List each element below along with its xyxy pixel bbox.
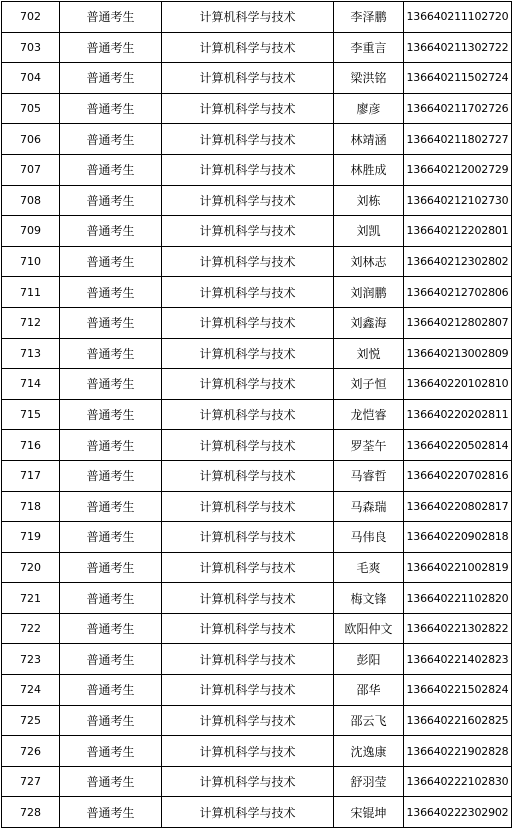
category-cell: 普通考生 <box>60 93 162 124</box>
table-row <box>2 736 512 767</box>
table-row <box>2 246 512 277</box>
major-cell: 计算机科学与技术 <box>162 460 334 491</box>
name-cell: 邵华 <box>334 675 404 706</box>
seq-cell: 711 <box>2 277 60 308</box>
table-row <box>2 705 512 736</box>
major-cell: 计算机科学与技术 <box>162 154 334 185</box>
table-row <box>2 338 512 369</box>
name-cell: 刘鑫海 <box>334 307 404 338</box>
name-cell: 刘凯 <box>334 216 404 247</box>
name-cell: 马森瑞 <box>334 491 404 522</box>
seq-cell: 709 <box>2 216 60 247</box>
name-cell: 毛爽 <box>334 552 404 583</box>
exam-id-cell: 136640212102730 <box>404 185 512 216</box>
seq-cell: 717 <box>2 460 60 491</box>
major-cell: 计算机科学与技术 <box>162 430 334 461</box>
table-row <box>2 644 512 675</box>
major-cell: 计算机科学与技术 <box>162 552 334 583</box>
seq-cell: 712 <box>2 307 60 338</box>
seq-cell: 720 <box>2 552 60 583</box>
name-cell: 刘栋 <box>334 185 404 216</box>
table-row <box>2 124 512 155</box>
name-cell: 罗荃午 <box>334 430 404 461</box>
exam-id-cell: 136640211702726 <box>404 93 512 124</box>
seq-cell: 716 <box>2 430 60 461</box>
major-cell: 计算机科学与技术 <box>162 644 334 675</box>
major-cell: 计算机科学与技术 <box>162 2 334 33</box>
major-cell: 计算机科学与技术 <box>162 369 334 400</box>
category-cell: 普通考生 <box>60 124 162 155</box>
table-row <box>2 522 512 553</box>
category-cell: 普通考生 <box>60 797 162 828</box>
exam-id-cell: 136640221502824 <box>404 675 512 706</box>
category-cell: 普通考生 <box>60 246 162 277</box>
major-cell: 计算机科学与技术 <box>162 613 334 644</box>
table-row <box>2 216 512 247</box>
name-cell: 舒羽莹 <box>334 766 404 797</box>
category-cell: 普通考生 <box>60 583 162 614</box>
table-row <box>2 185 512 216</box>
major-cell: 计算机科学与技术 <box>162 491 334 522</box>
exam-id-cell: 136640211802727 <box>404 124 512 155</box>
exam-id-cell: 136640222302902 <box>404 797 512 828</box>
exam-id-cell: 136640221902828 <box>404 736 512 767</box>
name-cell: 欧阳仲文 <box>334 613 404 644</box>
exam-id-cell: 136640220102810 <box>404 369 512 400</box>
name-cell: 刘润鹏 <box>334 277 404 308</box>
candidate-table <box>1 1 512 828</box>
major-cell: 计算机科学与技术 <box>162 705 334 736</box>
category-cell: 普通考生 <box>60 766 162 797</box>
name-cell: 沈逸康 <box>334 736 404 767</box>
name-cell: 宋锟坤 <box>334 797 404 828</box>
table-row <box>2 613 512 644</box>
seq-cell: 714 <box>2 369 60 400</box>
seq-cell: 704 <box>2 63 60 94</box>
name-cell: 刘悦 <box>334 338 404 369</box>
category-cell: 普通考生 <box>60 399 162 430</box>
table-row <box>2 552 512 583</box>
exam-id-cell: 136640221602825 <box>404 705 512 736</box>
table-row <box>2 307 512 338</box>
category-cell: 普通考生 <box>60 675 162 706</box>
seq-cell: 725 <box>2 705 60 736</box>
major-cell: 计算机科学与技术 <box>162 736 334 767</box>
major-cell: 计算机科学与技术 <box>162 522 334 553</box>
category-cell: 普通考生 <box>60 2 162 33</box>
major-cell: 计算机科学与技术 <box>162 185 334 216</box>
name-cell: 林胜成 <box>334 154 404 185</box>
seq-cell: 728 <box>2 797 60 828</box>
table-row <box>2 63 512 94</box>
exam-id-cell: 136640221002819 <box>404 552 512 583</box>
table-row <box>2 491 512 522</box>
major-cell: 计算机科学与技术 <box>162 307 334 338</box>
table-row <box>2 460 512 491</box>
category-cell: 普通考生 <box>60 216 162 247</box>
seq-cell: 727 <box>2 766 60 797</box>
major-cell: 计算机科学与技术 <box>162 338 334 369</box>
table-row <box>2 675 512 706</box>
table-row <box>2 583 512 614</box>
seq-cell: 721 <box>2 583 60 614</box>
table-row <box>2 93 512 124</box>
name-cell: 彭阳 <box>334 644 404 675</box>
exam-id-cell: 136640211502724 <box>404 63 512 94</box>
major-cell: 计算机科学与技术 <box>162 766 334 797</box>
name-cell: 马睿哲 <box>334 460 404 491</box>
name-cell: 梅文锋 <box>334 583 404 614</box>
exam-id-cell: 136640221402823 <box>404 644 512 675</box>
category-cell: 普通考生 <box>60 644 162 675</box>
major-cell: 计算机科学与技术 <box>162 277 334 308</box>
seq-cell: 722 <box>2 613 60 644</box>
seq-cell: 703 <box>2 32 60 63</box>
name-cell: 李泽鹏 <box>334 2 404 33</box>
exam-id-cell: 136640211302722 <box>404 32 512 63</box>
name-cell: 刘子恒 <box>334 369 404 400</box>
seq-cell: 706 <box>2 124 60 155</box>
seq-cell: 719 <box>2 522 60 553</box>
major-cell: 计算机科学与技术 <box>162 216 334 247</box>
category-cell: 普通考生 <box>60 736 162 767</box>
seq-cell: 726 <box>2 736 60 767</box>
major-cell: 计算机科学与技术 <box>162 63 334 94</box>
category-cell: 普通考生 <box>60 613 162 644</box>
category-cell: 普通考生 <box>60 185 162 216</box>
seq-cell: 715 <box>2 399 60 430</box>
name-cell: 龙恺睿 <box>334 399 404 430</box>
seq-cell: 707 <box>2 154 60 185</box>
major-cell: 计算机科学与技术 <box>162 797 334 828</box>
category-cell: 普通考生 <box>60 460 162 491</box>
name-cell: 邵云飞 <box>334 705 404 736</box>
exam-id-cell: 136640211102720 <box>404 2 512 33</box>
seq-cell: 705 <box>2 93 60 124</box>
category-cell: 普通考生 <box>60 491 162 522</box>
category-cell: 普通考生 <box>60 430 162 461</box>
exam-id-cell: 136640212202801 <box>404 216 512 247</box>
table-row <box>2 369 512 400</box>
name-cell: 李重言 <box>334 32 404 63</box>
name-cell: 刘林志 <box>334 246 404 277</box>
major-cell: 计算机科学与技术 <box>162 399 334 430</box>
name-cell: 马伟良 <box>334 522 404 553</box>
table-row <box>2 154 512 185</box>
table-row <box>2 430 512 461</box>
exam-id-cell: 136640221302822 <box>404 613 512 644</box>
exam-id-cell: 136640220202811 <box>404 399 512 430</box>
category-cell: 普通考生 <box>60 338 162 369</box>
category-cell: 普通考生 <box>60 705 162 736</box>
seq-cell: 724 <box>2 675 60 706</box>
category-cell: 普通考生 <box>60 307 162 338</box>
exam-id-cell: 136640212702806 <box>404 277 512 308</box>
exam-id-cell: 136640212002729 <box>404 154 512 185</box>
table-row <box>2 399 512 430</box>
exam-id-cell: 136640213002809 <box>404 338 512 369</box>
table-row <box>2 2 512 33</box>
seq-cell: 723 <box>2 644 60 675</box>
name-cell: 林靖涵 <box>334 124 404 155</box>
category-cell: 普通考生 <box>60 277 162 308</box>
category-cell: 普通考生 <box>60 369 162 400</box>
name-cell: 廖彦 <box>334 93 404 124</box>
major-cell: 计算机科学与技术 <box>162 124 334 155</box>
exam-id-cell: 136640222102830 <box>404 766 512 797</box>
seq-cell: 708 <box>2 185 60 216</box>
category-cell: 普通考生 <box>60 32 162 63</box>
major-cell: 计算机科学与技术 <box>162 675 334 706</box>
table-row <box>2 766 512 797</box>
major-cell: 计算机科学与技术 <box>162 93 334 124</box>
seq-cell: 713 <box>2 338 60 369</box>
table-row <box>2 32 512 63</box>
exam-id-cell: 136640220802817 <box>404 491 512 522</box>
exam-id-cell: 136640212302802 <box>404 246 512 277</box>
exam-id-cell: 136640212802807 <box>404 307 512 338</box>
category-cell: 普通考生 <box>60 522 162 553</box>
candidate-table-body <box>2 2 512 828</box>
exam-id-cell: 136640221102820 <box>404 583 512 614</box>
major-cell: 计算机科学与技术 <box>162 583 334 614</box>
exam-id-cell: 136640220902818 <box>404 522 512 553</box>
table-row <box>2 797 512 828</box>
seq-cell: 718 <box>2 491 60 522</box>
name-cell: 梁洪铭 <box>334 63 404 94</box>
exam-id-cell: 136640220702816 <box>404 460 512 491</box>
table-row <box>2 277 512 308</box>
seq-cell: 702 <box>2 2 60 33</box>
seq-cell: 710 <box>2 246 60 277</box>
major-cell: 计算机科学与技术 <box>162 32 334 63</box>
major-cell: 计算机科学与技术 <box>162 246 334 277</box>
category-cell: 普通考生 <box>60 154 162 185</box>
category-cell: 普通考生 <box>60 552 162 583</box>
category-cell: 普通考生 <box>60 63 162 94</box>
exam-id-cell: 136640220502814 <box>404 430 512 461</box>
